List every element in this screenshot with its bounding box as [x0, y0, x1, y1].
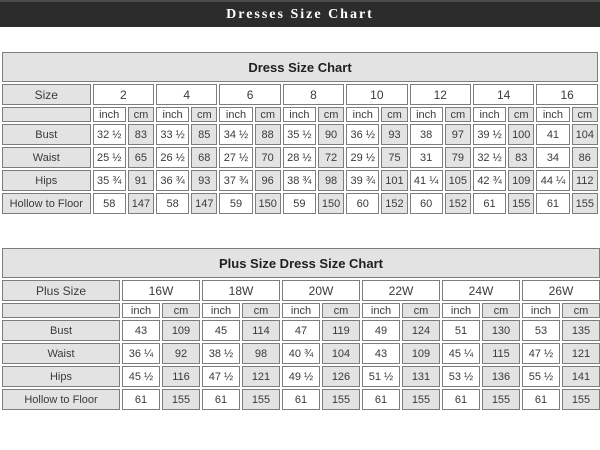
- unit-header-inch: inch: [410, 107, 443, 122]
- size-header-cell: 18W: [202, 280, 280, 301]
- unit-header-cm: cm: [255, 107, 281, 122]
- inch-value-cell: 51 ½: [362, 366, 400, 387]
- cm-value-cell: 112: [572, 170, 598, 191]
- inch-value-cell: 38 ¾: [283, 170, 316, 191]
- inch-value-cell: 45 ½: [122, 366, 160, 387]
- measurement-label-cell: Hollow to Floor: [2, 389, 120, 410]
- inch-value-cell: 37 ¾: [219, 170, 252, 191]
- inch-value-cell: 36 ¼: [122, 343, 160, 364]
- inch-value-cell: 41: [536, 124, 569, 145]
- inch-value-cell: 58: [93, 193, 126, 214]
- inch-value-cell: 61: [536, 193, 569, 214]
- unit-header-cm: cm: [381, 107, 407, 122]
- inch-value-cell: 34: [536, 147, 569, 168]
- size-header-cell: 14: [473, 84, 534, 105]
- inch-value-cell: 43: [122, 320, 160, 341]
- inch-value-cell: 26 ½: [156, 147, 189, 168]
- cm-value-cell: 147: [128, 193, 154, 214]
- inch-value-cell: 40 ¾: [282, 343, 320, 364]
- cm-value-cell: 131: [402, 366, 440, 387]
- inch-value-cell: 59: [283, 193, 316, 214]
- size-header-cell: 20W: [282, 280, 360, 301]
- cm-value-cell: 98: [242, 343, 280, 364]
- inch-value-cell: 38: [410, 124, 443, 145]
- cm-value-cell: 91: [128, 170, 154, 191]
- inch-value-cell: 39 ½: [473, 124, 506, 145]
- cm-value-cell: 104: [322, 343, 360, 364]
- cm-value-cell: 155: [562, 389, 600, 410]
- unit-header-cm: cm: [322, 303, 360, 318]
- unit-header-cm: cm: [318, 107, 344, 122]
- inch-value-cell: 45 ¼: [442, 343, 480, 364]
- unit-header-inch: inch: [219, 107, 252, 122]
- inch-value-cell: 47 ½: [522, 343, 560, 364]
- cm-value-cell: 79: [445, 147, 471, 168]
- table-row: [2, 366, 600, 387]
- cm-value-cell: 152: [445, 193, 471, 214]
- cm-value-cell: 109: [508, 170, 534, 191]
- inch-value-cell: 61: [442, 389, 480, 410]
- inch-value-cell: 51: [442, 320, 480, 341]
- inch-value-cell: 53: [522, 320, 560, 341]
- size-header-cell: 12: [410, 84, 471, 105]
- table-row: [2, 193, 598, 214]
- unit-header-cm: cm: [508, 107, 534, 122]
- cm-value-cell: 155: [162, 389, 200, 410]
- unit-header-inch: inch: [282, 303, 320, 318]
- unit-header-inch: inch: [473, 107, 506, 122]
- cm-value-cell: 130: [482, 320, 520, 341]
- cm-value-cell: 155: [572, 193, 598, 214]
- cm-value-cell: 155: [508, 193, 534, 214]
- cm-value-cell: 92: [162, 343, 200, 364]
- cm-value-cell: 126: [322, 366, 360, 387]
- unit-header-inch: inch: [122, 303, 160, 318]
- measurement-label-cell: Waist: [2, 147, 91, 168]
- size-header-cell: 26W: [522, 280, 600, 301]
- size-charts-container: [0, 50, 600, 412]
- plus-size-chart-table: [0, 246, 600, 412]
- cm-value-cell: 72: [318, 147, 344, 168]
- unit-header-cm: cm: [482, 303, 520, 318]
- inch-value-cell: 61: [282, 389, 320, 410]
- inch-value-cell: 47: [282, 320, 320, 341]
- unit-header-inch: inch: [93, 107, 126, 122]
- cm-value-cell: 105: [445, 170, 471, 191]
- inch-value-cell: 29 ½: [346, 147, 379, 168]
- inch-value-cell: 28 ½: [283, 147, 316, 168]
- cm-value-cell: 109: [162, 320, 200, 341]
- inch-value-cell: 49: [362, 320, 400, 341]
- inch-value-cell: 33 ½: [156, 124, 189, 145]
- cm-value-cell: 104: [572, 124, 598, 145]
- inch-value-cell: 61: [522, 389, 560, 410]
- cm-value-cell: 155: [482, 389, 520, 410]
- cm-value-cell: 152: [381, 193, 407, 214]
- cm-value-cell: 75: [381, 147, 407, 168]
- inch-value-cell: 32 ½: [473, 147, 506, 168]
- cm-value-cell: 86: [572, 147, 598, 168]
- measurement-label-cell: Bust: [2, 124, 91, 145]
- inch-value-cell: 36 ¾: [156, 170, 189, 191]
- cm-value-cell: 121: [242, 366, 280, 387]
- cm-value-cell: 150: [255, 193, 281, 214]
- inch-value-cell: 61: [362, 389, 400, 410]
- unit-header-inch: inch: [346, 107, 379, 122]
- page-title: Dresses Size Chart: [226, 6, 374, 22]
- inch-value-cell: 32 ½: [93, 124, 126, 145]
- cm-value-cell: 114: [242, 320, 280, 341]
- inch-value-cell: 61: [122, 389, 160, 410]
- inch-value-cell: 41 ¼: [410, 170, 443, 191]
- size-header-cell: 6: [219, 84, 280, 105]
- cm-value-cell: 135: [562, 320, 600, 341]
- cm-value-cell: 124: [402, 320, 440, 341]
- table-row: [2, 389, 600, 410]
- size-header-cell: 24W: [442, 280, 520, 301]
- size-header-cell: 16W: [122, 280, 200, 301]
- inch-value-cell: 53 ½: [442, 366, 480, 387]
- size-header-cell: 22W: [362, 280, 440, 301]
- inch-value-cell: 34 ½: [219, 124, 252, 145]
- cm-value-cell: 100: [508, 124, 534, 145]
- inch-value-cell: 39 ¾: [346, 170, 379, 191]
- size-column-label: Plus Size: [2, 280, 120, 301]
- inch-value-cell: 59: [219, 193, 252, 214]
- table-row: [2, 147, 598, 168]
- cm-value-cell: 116: [162, 366, 200, 387]
- cm-value-cell: 101: [381, 170, 407, 191]
- inch-value-cell: 42 ¾: [473, 170, 506, 191]
- table-title: Plus Size Dress Size Chart: [2, 248, 600, 278]
- table-row: [2, 170, 598, 191]
- unit-header-inch: inch: [536, 107, 569, 122]
- unit-header-cm: cm: [562, 303, 600, 318]
- cm-value-cell: 96: [255, 170, 281, 191]
- cm-value-cell: 70: [255, 147, 281, 168]
- unit-header-inch: inch: [522, 303, 560, 318]
- inch-value-cell: 60: [346, 193, 379, 214]
- unit-header-inch: inch: [283, 107, 316, 122]
- cm-value-cell: 136: [482, 366, 520, 387]
- unit-header-inch: inch: [362, 303, 400, 318]
- inch-value-cell: 60: [410, 193, 443, 214]
- table-row: [2, 343, 600, 364]
- unit-row-spacer-cell: [2, 107, 91, 122]
- cm-value-cell: 141: [562, 366, 600, 387]
- size-header-cell: 8: [283, 84, 344, 105]
- cm-value-cell: 93: [191, 170, 217, 191]
- inch-value-cell: 55 ½: [522, 366, 560, 387]
- measurement-label-cell: Hips: [2, 170, 91, 191]
- cm-value-cell: 83: [508, 147, 534, 168]
- measurement-label-cell: Hips: [2, 366, 120, 387]
- cm-value-cell: 93: [381, 124, 407, 145]
- cm-value-cell: 155: [322, 389, 360, 410]
- inch-value-cell: 47 ½: [202, 366, 240, 387]
- unit-header-cm: cm: [191, 107, 217, 122]
- unit-header-cm: cm: [402, 303, 440, 318]
- unit-header-inch: inch: [442, 303, 480, 318]
- unit-header-cm: cm: [242, 303, 280, 318]
- size-header-cell: 16: [536, 84, 598, 105]
- cm-value-cell: 85: [191, 124, 217, 145]
- cm-value-cell: 147: [191, 193, 217, 214]
- inch-value-cell: 25 ½: [93, 147, 126, 168]
- measurement-label-cell: Bust: [2, 320, 120, 341]
- dress-size-chart-table: [0, 50, 600, 216]
- cm-value-cell: 90: [318, 124, 344, 145]
- unit-header-cm: cm: [128, 107, 154, 122]
- table-title: Dress Size Chart: [2, 52, 598, 82]
- unit-header-inch: inch: [156, 107, 189, 122]
- size-header-cell: 4: [156, 84, 217, 105]
- cm-value-cell: 97: [445, 124, 471, 145]
- inch-value-cell: 27 ½: [219, 147, 252, 168]
- unit-header-cm: cm: [572, 107, 598, 122]
- cm-value-cell: 119: [322, 320, 360, 341]
- size-header-cell: 2: [93, 84, 154, 105]
- inch-value-cell: 58: [156, 193, 189, 214]
- inch-value-cell: 35 ¾: [93, 170, 126, 191]
- cm-value-cell: 121: [562, 343, 600, 364]
- cm-value-cell: 83: [128, 124, 154, 145]
- unit-row-spacer-cell: [2, 303, 120, 318]
- page-header-bar: [0, 0, 600, 27]
- size-column-label: Size: [2, 84, 91, 105]
- unit-header-cm: cm: [162, 303, 200, 318]
- table-row: [2, 124, 598, 145]
- unit-header-inch: inch: [202, 303, 240, 318]
- cm-value-cell: 98: [318, 170, 344, 191]
- unit-header-cm: cm: [445, 107, 471, 122]
- cm-value-cell: 150: [318, 193, 344, 214]
- inch-value-cell: 45: [202, 320, 240, 341]
- inch-value-cell: 31: [410, 147, 443, 168]
- inch-value-cell: 49 ½: [282, 366, 320, 387]
- size-header-cell: 10: [346, 84, 407, 105]
- measurement-label-cell: Waist: [2, 343, 120, 364]
- table-row: [2, 320, 600, 341]
- inch-value-cell: 61: [202, 389, 240, 410]
- cm-value-cell: 109: [402, 343, 440, 364]
- inch-value-cell: 36 ½: [346, 124, 379, 145]
- inch-value-cell: 38 ½: [202, 343, 240, 364]
- cm-value-cell: 88: [255, 124, 281, 145]
- cm-value-cell: 115: [482, 343, 520, 364]
- cm-value-cell: 155: [242, 389, 280, 410]
- inch-value-cell: 61: [473, 193, 506, 214]
- cm-value-cell: 65: [128, 147, 154, 168]
- inch-value-cell: 35 ½: [283, 124, 316, 145]
- cm-value-cell: 68: [191, 147, 217, 168]
- inch-value-cell: 43: [362, 343, 400, 364]
- measurement-label-cell: Hollow to Floor: [2, 193, 91, 214]
- inch-value-cell: 44 ¼: [536, 170, 569, 191]
- cm-value-cell: 155: [402, 389, 440, 410]
